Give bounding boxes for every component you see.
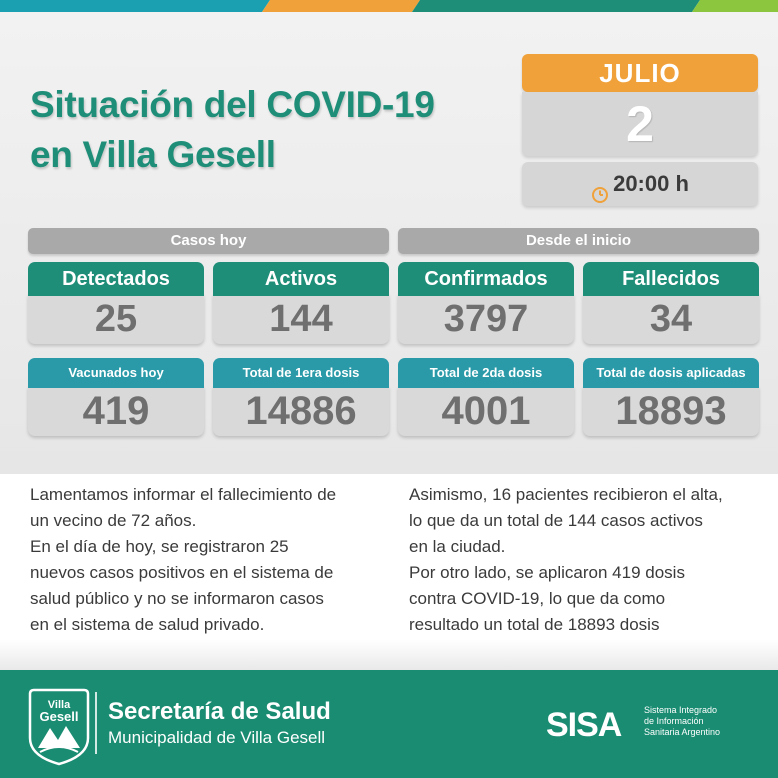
text-column-left — [30, 482, 390, 638]
text-line: En el día de hoy, se registraron 25 — [30, 537, 289, 556]
logo-text-line-1: Villa — [47, 699, 71, 711]
sisa-caption-line: de Información — [644, 716, 704, 726]
text-line: Lamentamos informar el fallecimiento de — [30, 485, 337, 504]
text-line: Por otro lado, se aplicaron 419 dosis — [409, 563, 685, 582]
card-label: Vacunados hoy — [28, 358, 204, 388]
footer-fade — [0, 640, 778, 670]
card-vaccinated-today — [28, 358, 204, 436]
card-label: Detectados — [28, 262, 204, 296]
footer-divider — [95, 692, 97, 754]
card-value: 4001 — [398, 386, 574, 436]
text-line: resultado un total de 18893 dosis — [409, 615, 660, 634]
text-line: contra COVID-19, lo que da como — [409, 589, 666, 608]
card-value: 419 — [28, 386, 204, 436]
card-label: Total de 2da dosis — [398, 358, 574, 388]
card-active — [213, 262, 389, 344]
text-line: salud público y no se informaron casos — [30, 589, 324, 608]
section-header-today: Casos hoy — [28, 228, 389, 254]
card-value: 14886 — [213, 386, 389, 436]
card-label: Total de dosis aplicadas — [583, 358, 759, 388]
clock-icon — [591, 175, 609, 193]
sisa-logo-text: SISA — [546, 706, 622, 744]
section-header-since-start: Desde el inicio — [398, 228, 759, 254]
card-first-dose — [213, 358, 389, 436]
text-line: nuevos casos positivos en el sistema de — [30, 563, 334, 582]
text-line: en el sistema de salud privado. — [30, 615, 265, 634]
card-second-dose — [398, 358, 574, 436]
card-total-doses — [583, 358, 759, 436]
card-value: 34 — [583, 294, 759, 344]
logo-text-line-2: Gesell — [39, 709, 79, 724]
month-badge: JULIO — [522, 54, 758, 92]
text-line: un vecino de 72 años. — [30, 511, 197, 530]
title-line-1: Situación del COVID-19 — [30, 84, 435, 125]
card-confirmed — [398, 262, 574, 344]
card-deceased — [583, 262, 759, 344]
footer-title: Secretaría de Salud — [108, 698, 331, 725]
top-decorative-bar — [0, 0, 778, 12]
day-badge: 2 — [522, 92, 758, 156]
card-value: 144 — [213, 294, 389, 344]
card-value: 3797 — [398, 294, 574, 344]
card-label: Activos — [213, 262, 389, 296]
sisa-caption-line: Sanitaria Argentino — [644, 727, 721, 737]
text-line: lo que da un total de 144 casos activos — [409, 511, 703, 530]
time-badge — [522, 162, 758, 206]
text-line: Asimismo, 16 pacientes recibieron el alta, — [409, 485, 723, 504]
sisa-logo — [546, 704, 638, 744]
sisa-caption-line: Sistema Integrado — [644, 705, 718, 715]
card-value: 25 — [28, 294, 204, 344]
card-value: 18893 — [583, 386, 759, 436]
time-label: 20:00 h — [613, 171, 689, 196]
text-column-right — [409, 482, 769, 638]
text-line: en la ciudad. — [409, 537, 506, 556]
footer-subtitle: Municipalidad de Villa Gesell — [108, 728, 326, 747]
sisa-caption — [644, 705, 764, 738]
card-detected — [28, 262, 204, 344]
villa-gesell-logo — [26, 686, 92, 766]
card-label: Confirmados — [398, 262, 574, 296]
card-label: Fallecidos — [583, 262, 759, 296]
title-line-2: en Villa Gesell — [30, 134, 276, 175]
footer — [0, 670, 778, 778]
card-label: Total de 1era dosis — [213, 358, 389, 388]
page-title — [30, 80, 500, 180]
